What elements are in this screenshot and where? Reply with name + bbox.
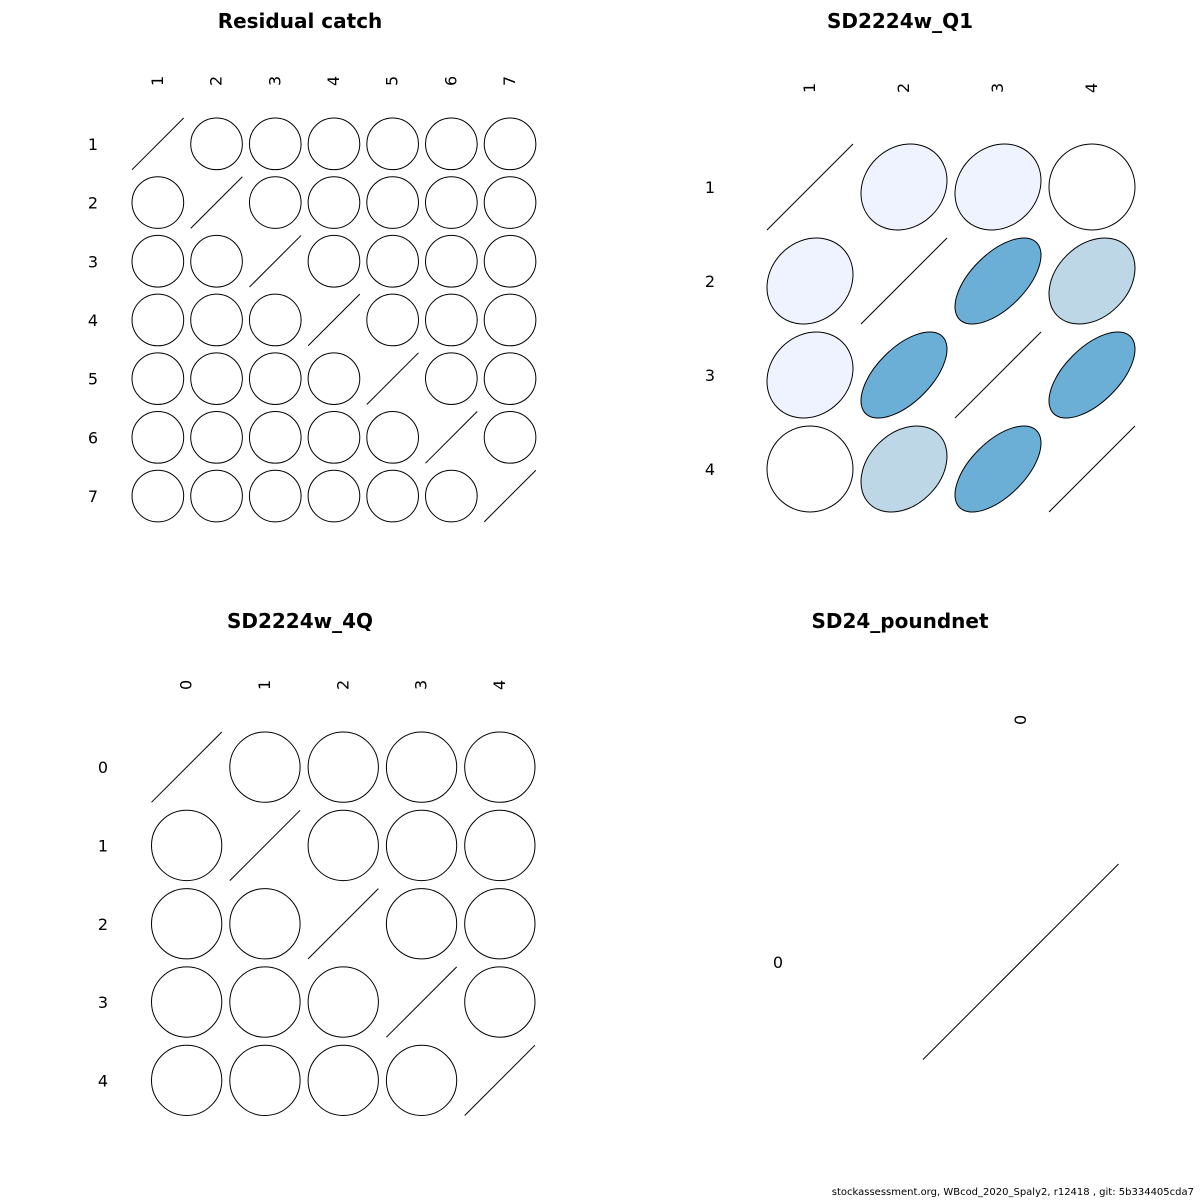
row-label: 2 bbox=[704, 272, 716, 291]
column-label: 4 bbox=[1082, 82, 1101, 93]
correlation-ellipse bbox=[239, 166, 312, 239]
correlation-ellipse bbox=[1032, 221, 1152, 341]
correlation-ellipse bbox=[180, 460, 253, 533]
correlation-panel bbox=[98, 609, 550, 1130]
column-label: 3 bbox=[265, 75, 285, 86]
correlation-ellipse bbox=[297, 401, 370, 474]
correlation-ellipse bbox=[121, 401, 194, 474]
correlation-ellipse bbox=[180, 283, 253, 356]
diagonal-mark bbox=[955, 332, 1041, 418]
diagonal-mark bbox=[1049, 426, 1135, 512]
correlation-ellipse bbox=[137, 952, 236, 1051]
diagonal-mark bbox=[923, 864, 1119, 1060]
correlation-ellipse bbox=[415, 283, 488, 356]
correlation-ellipse bbox=[474, 225, 547, 298]
correlation-ellipse bbox=[297, 460, 370, 533]
row-label: 1 bbox=[704, 178, 716, 197]
correlation-ellipse bbox=[450, 874, 549, 973]
row-label: 5 bbox=[87, 369, 99, 389]
row-label: 4 bbox=[704, 460, 716, 479]
row-label: 2 bbox=[87, 193, 99, 213]
correlation-ellipse bbox=[121, 460, 194, 533]
diagonal-mark bbox=[249, 235, 301, 287]
correlation-ellipse bbox=[356, 166, 429, 239]
row-label: 1 bbox=[97, 836, 109, 856]
correlation-ellipse bbox=[749, 408, 871, 530]
correlation-ellipse bbox=[937, 126, 1058, 247]
correlation-ellipse bbox=[215, 717, 314, 816]
diagonal-mark bbox=[191, 177, 243, 229]
correlation-ellipse bbox=[297, 107, 370, 180]
diagonal-mark bbox=[308, 294, 360, 346]
correlation-ellipse bbox=[121, 225, 194, 298]
diagonal-mark bbox=[767, 144, 853, 230]
correlation-ellipse bbox=[749, 220, 870, 341]
diagonal-mark bbox=[132, 118, 184, 170]
column-label: 4 bbox=[489, 679, 509, 690]
correlation-ellipse bbox=[297, 342, 370, 415]
diagonal-mark bbox=[484, 470, 536, 522]
diagonal-mark bbox=[426, 412, 478, 464]
correlation-ellipse bbox=[415, 460, 488, 533]
correlation-ellipse bbox=[940, 411, 1055, 526]
correlation-ellipse bbox=[940, 223, 1055, 338]
correlation-ellipse bbox=[239, 342, 312, 415]
column-label: 2 bbox=[206, 75, 226, 86]
correlation-ellipse bbox=[215, 952, 314, 1051]
row-label: 2 bbox=[97, 914, 109, 934]
correlation-ellipse bbox=[356, 283, 429, 356]
correlation-ellipse bbox=[239, 107, 312, 180]
panel-title: Residual catch bbox=[217, 9, 383, 33]
correlation-ellipse bbox=[372, 796, 471, 895]
correlation-ellipse bbox=[749, 314, 870, 435]
column-label: 7 bbox=[500, 75, 520, 86]
correlation-ellipse bbox=[415, 107, 488, 180]
correlation-ellipse bbox=[474, 107, 547, 180]
correlation-ellipse bbox=[450, 796, 549, 895]
correlation-ellipse bbox=[474, 401, 547, 474]
correlation-ellipse bbox=[843, 126, 964, 247]
correlation-ellipse bbox=[121, 166, 194, 239]
correlation-ellipse bbox=[474, 166, 547, 239]
correlation-panel bbox=[773, 609, 1119, 1060]
row-label: 4 bbox=[97, 1071, 109, 1091]
panel-title: SD2224w_4Q bbox=[226, 609, 374, 633]
row-label: 1 bbox=[87, 134, 99, 154]
row-label: 6 bbox=[87, 428, 99, 448]
correlation-ellipse bbox=[474, 283, 547, 356]
column-label: 4 bbox=[323, 75, 343, 86]
correlation-ellipse bbox=[239, 460, 312, 533]
row-label: 7 bbox=[87, 487, 99, 507]
correlation-ellipse bbox=[846, 317, 961, 432]
column-label: 3 bbox=[988, 82, 1007, 93]
correlation-ellipse bbox=[415, 225, 488, 298]
correlation-ellipse bbox=[215, 874, 314, 973]
row-label: 0 bbox=[772, 952, 784, 972]
row-label: 3 bbox=[97, 993, 109, 1013]
correlation-ellipse bbox=[1034, 317, 1149, 432]
correlation-ellipse bbox=[294, 796, 393, 895]
correlation-ellipse bbox=[372, 1031, 471, 1130]
row-label: 4 bbox=[87, 310, 99, 330]
correlation-ellipse bbox=[1031, 126, 1153, 248]
correlation-ellipse bbox=[180, 342, 253, 415]
row-label: 3 bbox=[704, 366, 716, 385]
correlation-ellipse bbox=[297, 225, 370, 298]
correlation-ellipse bbox=[450, 717, 549, 816]
correlation-ellipse bbox=[415, 166, 488, 239]
correlation-ellipse bbox=[239, 401, 312, 474]
correlation-panel bbox=[705, 9, 1153, 530]
row-label: 0 bbox=[97, 758, 109, 778]
diagonal-mark bbox=[465, 1045, 535, 1115]
diagonal-mark bbox=[230, 810, 300, 880]
correlation-ellipse bbox=[297, 166, 370, 239]
correlation-ellipse bbox=[356, 107, 429, 180]
correlation-ellipse bbox=[356, 401, 429, 474]
correlation-ellipse bbox=[372, 874, 471, 973]
correlation-ellipse bbox=[415, 342, 488, 415]
correlation-ellipse bbox=[137, 1031, 236, 1130]
correlation-ellipse bbox=[121, 342, 194, 415]
correlation-ellipse bbox=[844, 409, 964, 529]
correlation-ellipse bbox=[294, 1031, 393, 1130]
correlation-ellipse bbox=[239, 283, 312, 356]
footer-credit: stockassessment.org, WBcod_2020_Spaly2, r12418 , git: 5b334405cda7 bbox=[831, 1187, 1194, 1198]
column-label: 1 bbox=[147, 75, 167, 86]
column-label: 0 bbox=[176, 679, 196, 690]
correlation-ellipse bbox=[294, 952, 393, 1051]
correlation-ellipse bbox=[294, 717, 393, 816]
column-label: 0 bbox=[1010, 714, 1030, 725]
panel-title: SD24_poundnet bbox=[811, 609, 989, 633]
correlation-ellipse bbox=[180, 401, 253, 474]
column-label: 1 bbox=[800, 82, 819, 93]
correlation-ellipse bbox=[180, 107, 253, 180]
correlation-ellipse bbox=[474, 342, 547, 415]
correlation-panel bbox=[88, 9, 547, 533]
diagonal-mark bbox=[308, 889, 378, 959]
diagonal-mark bbox=[152, 732, 222, 802]
correlation-ellipse bbox=[356, 225, 429, 298]
column-label: 5 bbox=[382, 75, 402, 86]
column-label: 1 bbox=[254, 679, 274, 690]
diagonal-mark bbox=[367, 353, 419, 405]
column-label: 2 bbox=[333, 679, 353, 690]
correlation-ellipse bbox=[121, 283, 194, 356]
diagonal-mark bbox=[861, 238, 947, 324]
column-label: 6 bbox=[441, 75, 461, 86]
correlation-ellipse bbox=[356, 460, 429, 533]
correlation-ellipse bbox=[137, 874, 236, 973]
correlation-ellipse bbox=[372, 717, 471, 816]
correlation-ellipse bbox=[137, 796, 236, 895]
column-label: 2 bbox=[894, 82, 913, 93]
diagonal-mark bbox=[386, 967, 456, 1037]
row-label: 3 bbox=[87, 252, 99, 272]
panel-title: SD2224w_Q1 bbox=[826, 9, 974, 33]
correlation-ellipse bbox=[180, 225, 253, 298]
column-label: 3 bbox=[411, 679, 431, 690]
correlation-ellipse bbox=[450, 952, 549, 1051]
correlation-ellipse bbox=[215, 1031, 314, 1130]
